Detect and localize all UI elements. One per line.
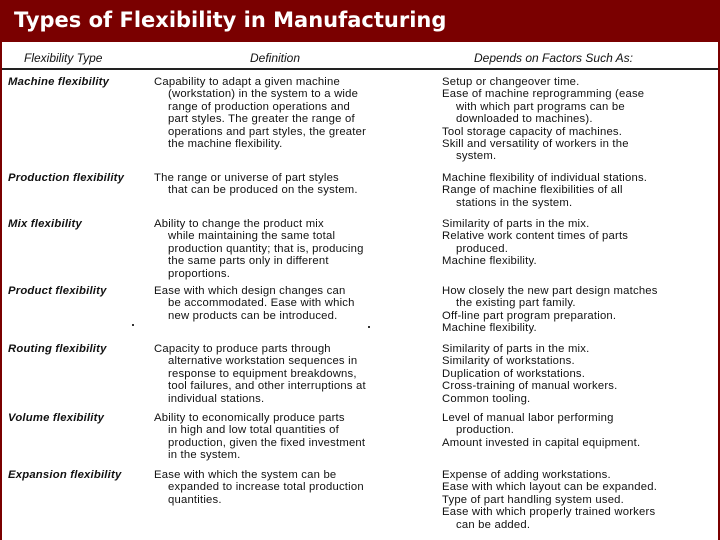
- factors-cell-line: Ease with which layout can be expanded.: [442, 481, 658, 494]
- column-header-type: Flexibility Type: [24, 51, 103, 65]
- definition-cell-line: the same parts only in different: [168, 255, 329, 268]
- factors-cell-line: Range of machine flexibilities of all: [442, 184, 623, 197]
- factors-cell: [442, 412, 714, 449]
- flexibility-type: Production flexibility: [8, 172, 125, 184]
- definition-cell-line: alternative workstation sequences in: [168, 355, 358, 368]
- factors-cell-line: Setup or changeover time.: [442, 76, 580, 88]
- factors-cell-line: Similarity of parts in the mix.: [442, 343, 590, 355]
- factors-cell-line: Ease with which properly trained workers: [442, 506, 656, 519]
- factors-cell-line: stations in the system.: [456, 196, 573, 209]
- definition-cell-line: be accommodated. Ease with which: [168, 297, 355, 310]
- factors-cell-line: Level of manual labor performing: [442, 412, 614, 424]
- column-header-factors: Depends on Factors Such As:: [474, 51, 633, 65]
- factors-cell: [442, 285, 714, 335]
- definition-cell: [154, 218, 422, 280]
- definition-cell-line: Ability to economically produce parts: [154, 412, 345, 424]
- factors-cell-line: the existing part family.: [456, 297, 576, 310]
- factors-cell-line: Relative work content times of parts: [442, 230, 629, 243]
- factors-cell-line: Type of part handling system used.: [442, 493, 625, 506]
- factors-cell: [442, 76, 714, 163]
- scan-speck: [132, 324, 134, 326]
- factors-cell-line: Common tooling.: [442, 392, 531, 405]
- column-header-definition: Definition: [250, 51, 301, 65]
- flexibility-type: Volume flexibility: [8, 412, 105, 424]
- definition-cell-line: range of production operations and: [168, 100, 351, 113]
- definition-cell-line: Capacity to produce parts through: [154, 343, 331, 355]
- scan-speck: [368, 326, 370, 328]
- factors-cell-line: Off-line part program preparation.: [442, 309, 617, 322]
- factors-cell-line: Duplication of workstations.: [442, 367, 586, 380]
- definition-cell-line: tool failures, and other interruptions at: [168, 380, 366, 393]
- definition-cell-line: in the system.: [168, 449, 241, 462]
- definition-cell-line: that can be produced on the system.: [168, 184, 358, 197]
- factors-cell-line: Ease of machine reprogramming (ease: [442, 88, 645, 101]
- definition-cell-line: expanded to increase total production: [168, 481, 364, 494]
- factors-cell: [442, 172, 714, 209]
- definition-cell: [154, 469, 422, 506]
- factors-cell-line: Similarity of parts in the mix.: [442, 218, 590, 230]
- definition-cell: [154, 172, 422, 197]
- factors-cell-line: Skill and versatility of workers in the: [442, 138, 629, 151]
- definition-cell-line: production, given the fixed investment: [168, 436, 366, 449]
- definition-cell-line: individual stations.: [168, 392, 265, 405]
- definition-cell: [154, 285, 422, 322]
- document-page: [2, 42, 718, 540]
- flexibility-type: Product flexibility: [8, 285, 107, 297]
- definition-cell-line: Ease with which design changes can: [154, 285, 346, 297]
- flexibility-type: Mix flexibility: [8, 218, 82, 230]
- flexibility-type: Machine flexibility: [8, 76, 110, 88]
- factors-cell: [442, 469, 714, 531]
- factors-cell-line: downloaded to machines).: [456, 113, 593, 126]
- factors-cell-line: Amount invested in capital equipment.: [442, 436, 641, 449]
- factors-cell-line: How closely the new part design matches: [442, 285, 658, 297]
- factors-cell-line: Tool storage capacity of machines.: [442, 125, 623, 138]
- factors-cell-line: Cross-training of manual workers.: [442, 380, 618, 393]
- factors-cell-line: Machine flexibility.: [442, 255, 537, 268]
- flexibility-type: Expansion flexibility: [8, 469, 122, 481]
- definition-cell-line: proportions.: [168, 267, 231, 280]
- factors-cell-line: production.: [456, 424, 515, 437]
- definition-cell-line: in high and low total quantities of: [168, 424, 339, 437]
- definition-cell-line: quantities.: [168, 493, 222, 506]
- definition-cell-line: while maintaining the same total: [168, 230, 336, 243]
- definition-cell-line: Capability to adapt a given machine: [154, 76, 340, 88]
- definition-cell-line: operations and part styles, the greater: [168, 125, 367, 138]
- definition-cell-line: the machine flexibility.: [168, 138, 283, 151]
- factors-cell-line: Machine flexibility.: [442, 322, 537, 335]
- factors-cell-line: can be added.: [456, 518, 531, 531]
- definition-cell-line: part styles. The greater the range of: [168, 113, 355, 126]
- flexibility-type: Routing flexibility: [8, 343, 107, 355]
- definition-cell-line: (workstation) in the system to a wide: [168, 88, 359, 101]
- definition-cell-line: Ease with which the system can be: [154, 469, 337, 481]
- definition-cell-line: production quantity; that is, producing: [168, 242, 364, 255]
- factors-cell-line: produced.: [456, 242, 509, 255]
- definition-cell: [154, 76, 422, 150]
- factors-cell-line: Similarity of workstations.: [442, 355, 575, 368]
- title-bar: [0, 0, 720, 42]
- factors-cell-line: Machine flexibility of individual stations.: [442, 172, 648, 184]
- factors-cell: [442, 343, 714, 405]
- definition-cell-line: The range or universe of part styles: [154, 172, 339, 184]
- table-header: [2, 42, 718, 70]
- definition-cell: [154, 343, 422, 405]
- factors-cell-line: with which part programs can be: [456, 100, 625, 113]
- definition-cell-line: new products can be introduced.: [168, 309, 338, 322]
- definition-cell-line: response to equipment breakdowns,: [168, 367, 357, 380]
- definition-cell: [154, 412, 422, 462]
- factors-cell-line: system.: [456, 150, 497, 163]
- factors-cell-line: Expense of adding workstations.: [442, 469, 611, 481]
- definition-cell-line: Ability to change the product mix: [154, 218, 324, 230]
- slide-title: Types of Flexibility in Manufacturing: [14, 8, 447, 32]
- factors-cell: [442, 218, 714, 268]
